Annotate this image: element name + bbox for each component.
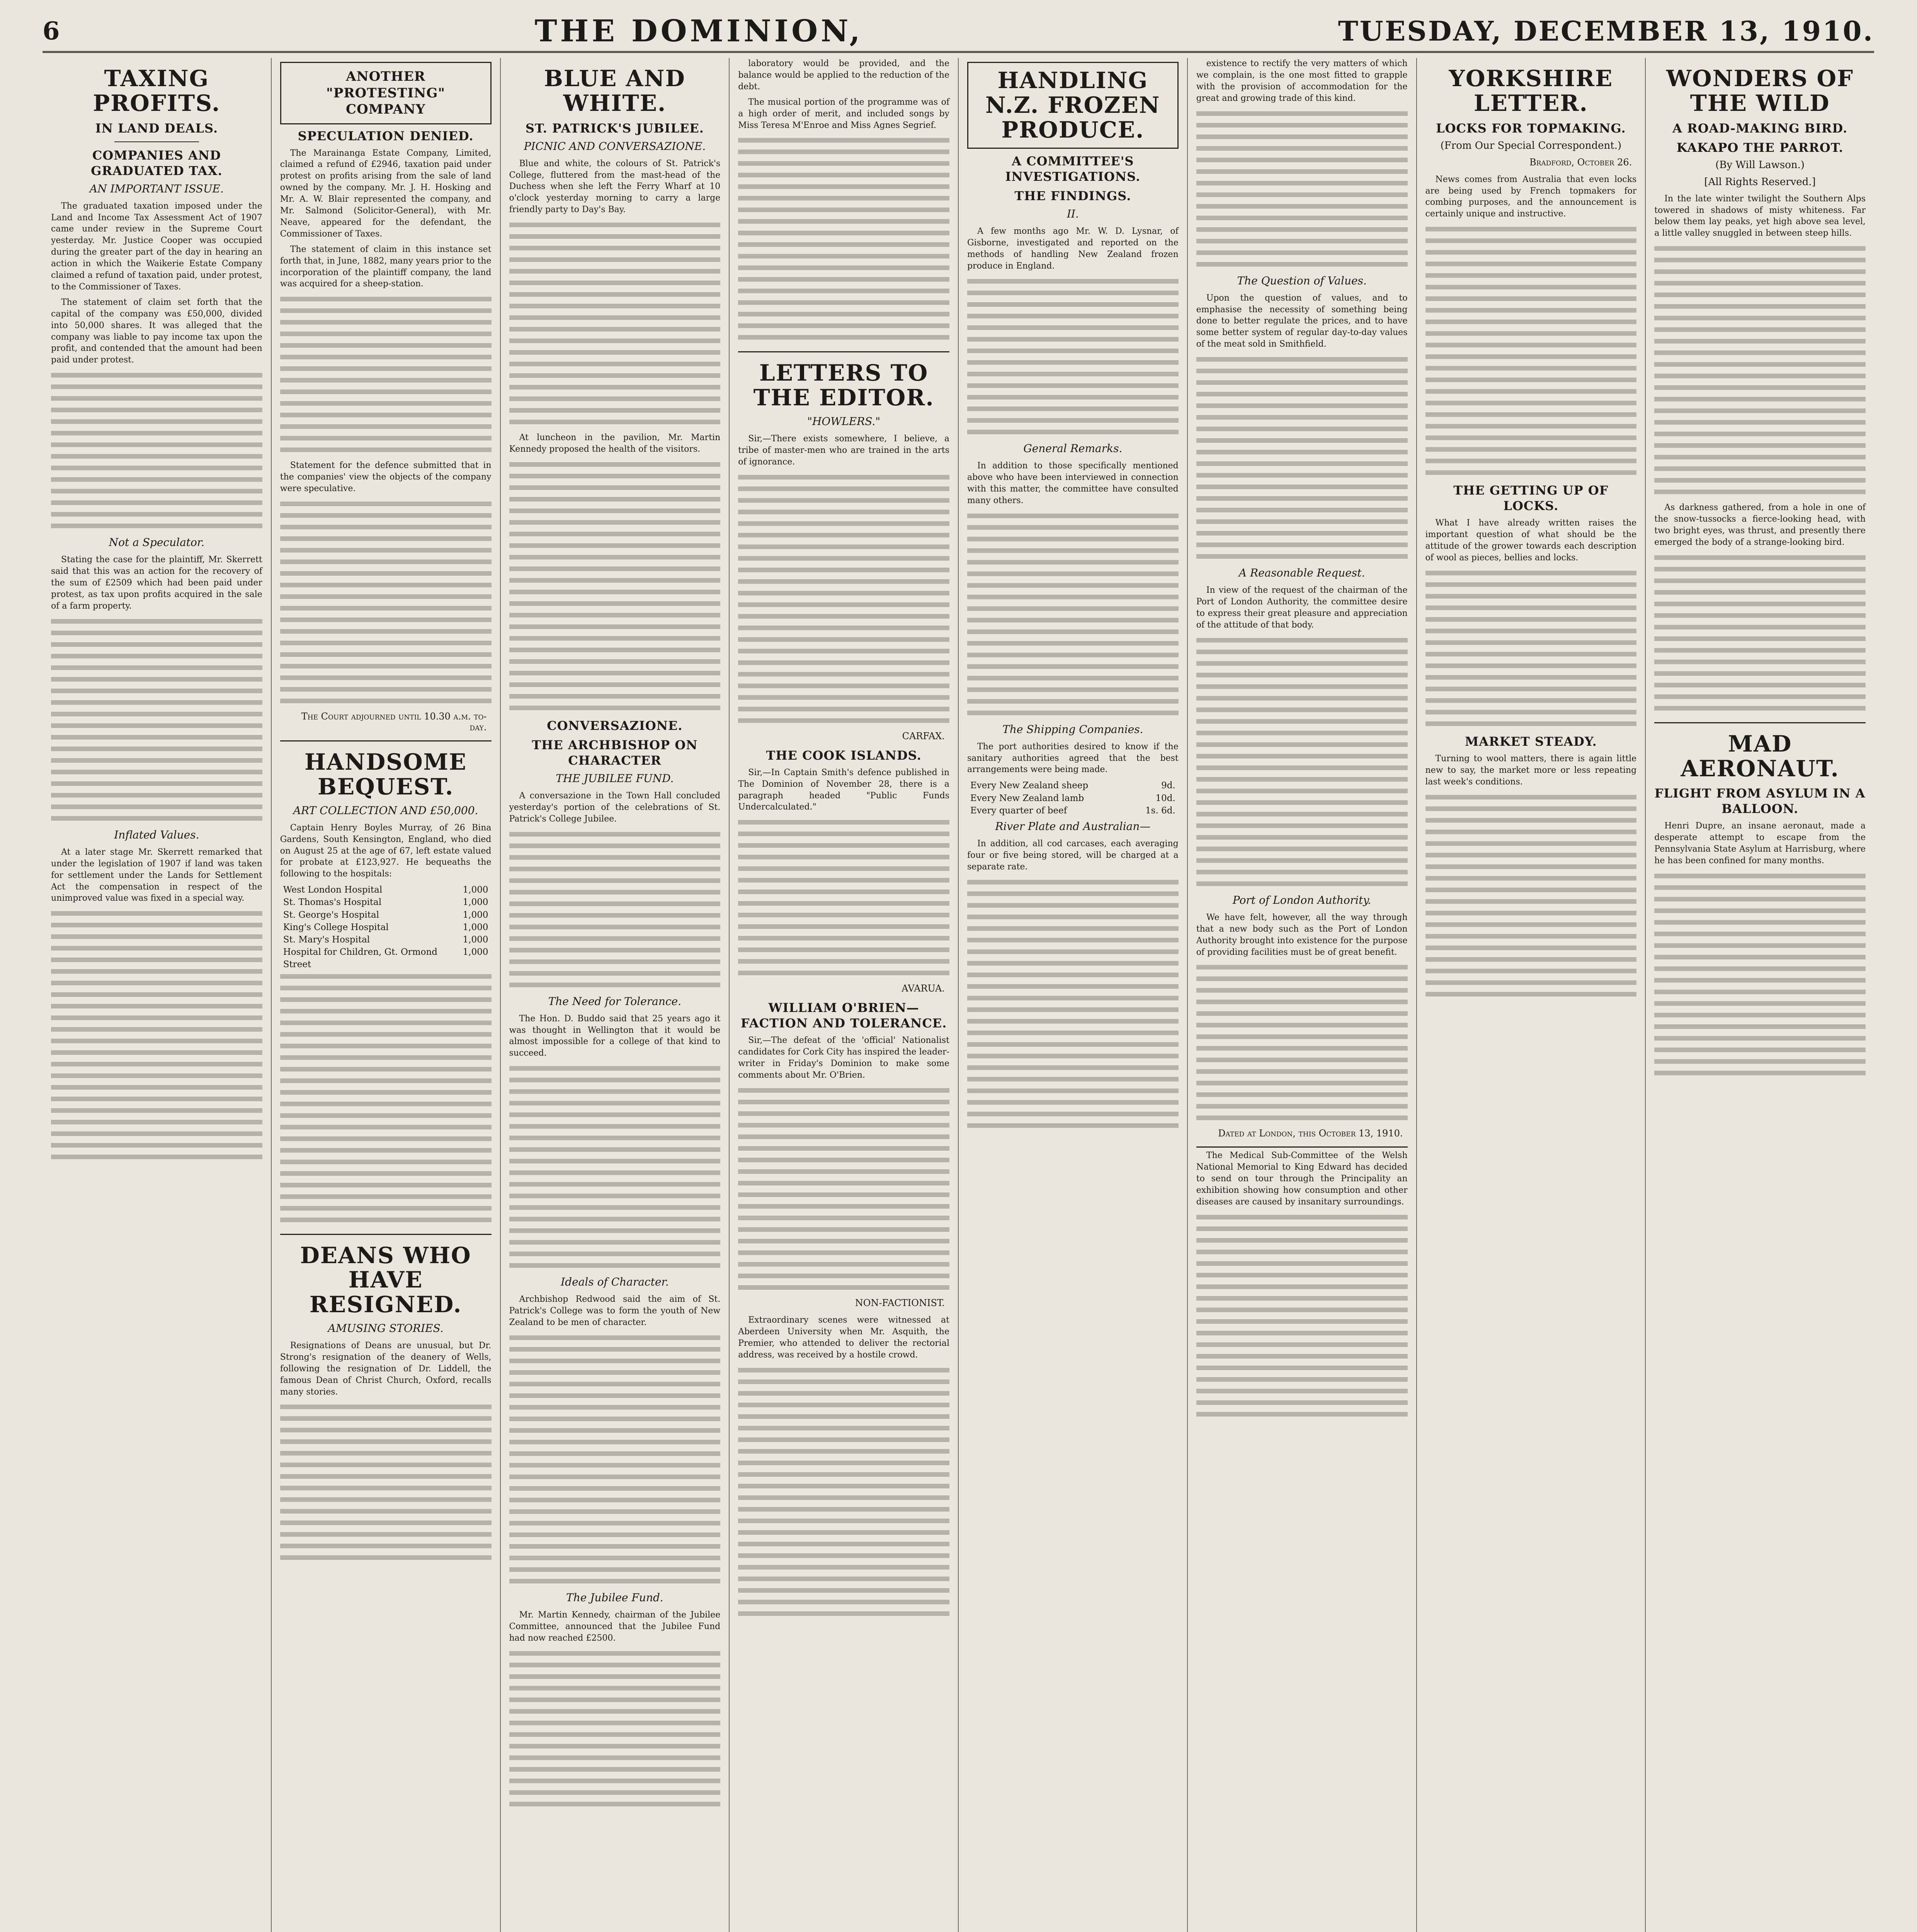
article-headline: BLUE AND WHITE. <box>544 65 685 116</box>
section-subhead: THE JUBILEE FUND. <box>556 772 674 785</box>
section-subhead: Ideals of Character. <box>561 1276 669 1289</box>
letter-signature: AVARUA. <box>902 983 945 994</box>
list-item: Every New Zealand lamb 10d. <box>970 793 1175 803</box>
text-block <box>738 1085 949 1294</box>
text-block <box>967 877 1179 1132</box>
paragraph: In view of the request of the chairman of the Port of London Authority, the committee desire to express their great pleasure and appreciation of the attitude of that body. <box>1196 585 1408 630</box>
paragraph: As darkness gathered, from a hole in one of the snow-tussocks a fierce-looking head, with two bright eyes, was thrust, and presently there emerged the body of a strange-looking bird. <box>1654 503 1866 547</box>
column-8 <box>1646 58 1874 1932</box>
article-headline: MAD AERONAUT. <box>1681 730 1839 782</box>
text-block <box>738 1365 949 1620</box>
text-block <box>1196 962 1408 1124</box>
list-item: St. Thomas's Hospital 1,000 <box>283 897 488 908</box>
page-number: 6 <box>43 16 60 46</box>
section-heading: THE GETTING UP OF LOCKS. <box>1453 483 1609 514</box>
text-block <box>509 1648 721 1810</box>
text-block <box>1425 568 1637 730</box>
paragraph: News comes from Australia that even locks are being used by French topmakers for combing purposes, and the announcement is certainly unique and instructive. <box>1425 174 1637 219</box>
text-block <box>1196 635 1408 890</box>
article-headline: ANOTHER "PROTESTING" COMPANY <box>280 62 492 124</box>
column-2 <box>272 58 501 1932</box>
paragraph: A few months ago Mr. W. D. Lysnar, of Gisborne, investigated and reported on the methods of handling New Zealand frozen produce in England. <box>967 226 1179 271</box>
paragraph: Archbishop Redwood said the aim of St. Patrick's College was to form the youth of New Zealand to be men of character. <box>509 1294 721 1328</box>
text-block <box>738 817 949 979</box>
article-headline: DEANS WHO HAVE RESIGNED. <box>300 1242 471 1318</box>
article-deck: KAKAPO THE PARROT. <box>1676 140 1844 155</box>
article-subdeck: ART COLLECTION AND £50,000. <box>293 804 478 817</box>
section-subhead: The Shipping Companies. <box>1002 723 1143 736</box>
article-deck: A COMMITTEE'S INVESTIGATIONS. <box>1005 154 1141 184</box>
section-subhead: The Question of Values. <box>1237 274 1367 287</box>
paragraph: Sir,—The defeat of the 'official' Nationalist candidates for Cork City has inspired the leader-writer in Friday's Dominion to make some comments about Mr. O'Brien. <box>738 1036 949 1080</box>
text-block <box>280 294 492 456</box>
text-block <box>738 135 949 344</box>
paragraph: In the late winter twilight the Southern Alps towered in shadows of misty whiteness. Far below them lay peaks, yet high above sea level, a little valley snuggled in between steep hills. <box>1654 194 1866 238</box>
paragraph: The Medical Sub-Committee of the Welsh National Memorial to King Edward has decided to send on tour through the Principality an exhibition showing how consumption and other diseases are caused by insanitary surroundings. <box>1196 1151 1408 1207</box>
article-deck: THE FINDINGS. <box>1014 189 1131 204</box>
article-subdeck: PICNIC AND CONVERSAZIONE. <box>524 139 706 153</box>
divider <box>1654 722 1866 723</box>
paragraph: Upon the question of values, and to emphasise the necessity of something being done to better regulate the prices, and to have some better system of regular day-to-day values of the meat sold in Smithfield. <box>1196 293 1408 349</box>
letter-title: WILLIAM O'BRIEN—FACTION AND TOLERANCE. <box>740 1000 947 1031</box>
divider <box>738 351 949 352</box>
column-1 <box>43 58 272 1932</box>
paragraph: Extraordinary scenes were witnessed at Aberdeen University when Mr. Asquith, the Premier, who attended to deliver the rectorial address, was received by a hostile crowd. <box>738 1315 949 1360</box>
column-7 <box>1417 58 1646 1932</box>
text-block <box>51 616 262 825</box>
paragraph: In addition, all cod carcases, each averaging four or five being stored, will be charged at a separate rate. <box>967 838 1179 872</box>
letter-title: "HOWLERS." <box>807 415 881 428</box>
section-subhead: Not a Speculator. <box>109 536 205 549</box>
section-subhead: River Plate and Australian— <box>995 820 1151 833</box>
text-block <box>738 472 949 727</box>
article-subdeck: AMUSING STORIES. <box>328 1321 444 1335</box>
article-headline: HANDSOME BEQUEST. <box>304 749 467 800</box>
divider <box>114 141 199 142</box>
text-block <box>1654 871 1866 1079</box>
text-block <box>1196 1212 1408 1420</box>
section-subhead: The Need for Tolerance. <box>548 995 682 1008</box>
paragraph: The Marainanga Estate Company, Limited, claimed a refund of £2946, taxation paid under protest on profits arising from the sale of land owned by the company. Mr. J. H. Hosking and Mr. A. W. Blair represented the company, and Mr. Salmond (Solicitor-General), with Mr. Neave, appeared for the defendant, the Commissioner of Taxes. <box>280 148 492 239</box>
dateline: Dated at London, this October 13, 1910. <box>1218 1128 1403 1139</box>
text-block <box>967 510 1179 719</box>
text-block <box>1654 243 1866 498</box>
text-block <box>280 971 492 1226</box>
text-block <box>51 908 262 1163</box>
paragraph: Statement for the defence submitted that in the companies' view the objects of the company were speculative. <box>280 461 492 494</box>
bequest-list <box>280 884 492 971</box>
section-subhead: Port of London Authority. <box>1232 893 1371 906</box>
dateline: Bradford, October 26. <box>1529 156 1632 168</box>
letter-signature: NON-FACTIONIST. <box>855 1298 945 1308</box>
letter-signature: CARFAX. <box>902 730 945 742</box>
article-deck: LOCKS FOR TOPMAKING. <box>1436 121 1626 136</box>
article-headline: WONDERS OF THE WILD <box>1666 65 1854 116</box>
paragraph: Sir,—In Captain Smith's defence published in The Dominion of November 28, there is a paragraph headed "Public Funds Undercalculated." <box>738 767 949 812</box>
masthead <box>43 11 1874 53</box>
article-subdeck: AN IMPORTANT ISSUE. <box>89 182 224 195</box>
section-subhead: A Reasonable Request. <box>1238 566 1365 580</box>
list-item: West London Hospital 1,000 <box>283 885 488 895</box>
list-item: Every New Zealand sheep 9d. <box>970 781 1175 791</box>
rates-list <box>967 779 1179 817</box>
article-deck: IN LAND DEALS. <box>95 121 218 136</box>
paragraph: The statement of claim in this instance set forth that, in June, 1882, many years prior to the incorporation of the plaintiff company, the land was acquired for a sheep-station. <box>280 244 492 289</box>
column-6 <box>1188 58 1417 1932</box>
text-block <box>509 1063 721 1272</box>
paragraph: Turning to wool matters, there is again little new to say, the market more or less repeating last week's conditions. <box>1425 753 1637 787</box>
issue-date: TUESDAY, DECEMBER 13, 1910. <box>1338 15 1874 47</box>
paragraph: The musical portion of the programme was of a high order of merit, and included songs by Miss Teresa M'Enroe and Miss Agnes Segrief. <box>738 97 949 130</box>
text-block <box>51 370 262 532</box>
text-block <box>280 1401 492 1564</box>
paragraph: The port authorities desired to know if the sanitary authorities agreed that the best arrangements were being made. <box>967 742 1179 775</box>
text-block <box>509 829 721 991</box>
list-item: Every quarter of beef 1s. 6d. <box>970 805 1175 816</box>
text-block <box>1425 792 1637 1000</box>
page-columns <box>43 58 1874 1932</box>
list-item: King's College Hospital 1,000 <box>283 922 488 932</box>
section-subhead: Inflated Values. <box>114 828 199 841</box>
paragraph: laboratory would be provided, and the balance would be applied to the reduction of the debt. <box>738 59 949 92</box>
text-block <box>1654 552 1866 714</box>
article-headline: YORKSHIRE LETTER. <box>1449 65 1613 116</box>
byline: (By Will Lawson.) <box>1715 159 1805 171</box>
paragraph: Henri Dupre, an insane aeronaut, made a desperate attempt to escape from the Pennsylvania State Asylum at Harrisburg, where he has been confined for many months. <box>1654 821 1866 866</box>
column-5 <box>959 58 1188 1932</box>
paragraph: The Hon. D. Buddo said that 25 years ago it was thought in Wellington that it would be almost impossible for a college of that kind to succeed. <box>509 1014 721 1058</box>
article-deck: COMPANIES AND GRADUATED TAX. <box>91 148 223 178</box>
article-headline: HANDLING N.Z. FROZEN PRODUCE. <box>967 62 1179 149</box>
paragraph: What I have already written raises the important question of what should be the attitude of the grower towards each description of wool as pieces, bellies and locks. <box>1425 518 1637 563</box>
article-deck: FLIGHT FROM ASYLUM IN A BALLOON. <box>1654 786 1866 816</box>
text-block <box>1196 354 1408 563</box>
list-item: Hospital for Children, Gt. Ormond Street 1,000 <box>283 947 488 970</box>
section-heading: THE ARCHBISHOP ON CHARACTER <box>532 737 698 768</box>
article-headline: LETTERS TO THE EDITOR. <box>753 360 934 411</box>
article-deck: A ROAD-MAKING BIRD. <box>1672 121 1848 136</box>
text-block <box>1425 224 1637 479</box>
section-subhead: General Remarks. <box>1023 442 1123 455</box>
section-heading: CONVERSAZIONE. <box>547 718 683 733</box>
text-block <box>509 219 721 428</box>
article-deck: ST. PATRICK'S JUBILEE. <box>525 121 704 136</box>
byline: (From Our Special Correspondent.) <box>1440 139 1622 151</box>
closing-note: The Court adjourned until 10.30 a.m. to-day. <box>301 711 487 733</box>
letter-title: THE COOK ISLANDS. <box>766 748 922 763</box>
section-number: II. <box>1067 207 1079 221</box>
text-block <box>509 1332 721 1587</box>
column-3 <box>501 58 730 1932</box>
paragraph: Mr. Martin Kennedy, chairman of the Jubilee Committee, announced that the Jubilee Fund had now reached £2500. <box>509 1610 721 1643</box>
rights-notice: [All Rights Reserved.] <box>1704 176 1816 188</box>
text-block <box>280 498 492 707</box>
section-heading: MARKET STEADY. <box>1465 734 1597 749</box>
list-item: St. Mary's Hospital 1,000 <box>283 934 488 945</box>
article-deck: SPECULATION DENIED. <box>298 128 474 143</box>
paragraph: A conversazione in the Town Hall concluded yesterday's portion of the celebrations of St. Patrick's College Jubilee. <box>509 791 721 824</box>
section-subhead: The Jubilee Fund. <box>566 1591 663 1604</box>
paragraph: Stating the case for the plaintiff, Mr. Skerrett said that this was an action for the recovery of the sum of £2509 which had been paid under protest, as tax upon profits acquired in the sale of a farm property. <box>51 555 262 611</box>
divider <box>280 740 492 742</box>
paragraph: At a later stage Mr. Skerrett remarked that under the legislation of 1907 if land was taken for settlement under the Lands for Settlement Act the compensation in respect of the unimproved value was fixed in a special way. <box>51 847 262 903</box>
paragraph: Resignations of Deans are unusual, but Dr. Strong's resignation of the deanery of Wells, following the resignation of Dr. Liddell, the famous Dean of Christ Church, Oxford, recalls many stories. <box>280 1340 492 1397</box>
list-item: St. George's Hospital 1,000 <box>283 910 488 920</box>
paragraph: Blue and white, the colours of St. Patrick's College, fluttered from the mast-head of the Duchess when she left the Ferry Wharf at 10 o'clock yesterday morning to carry a large friendly party to Day's Bay. <box>509 158 721 215</box>
paragraph: We have felt, however, all the way through that a new body such as the Port of London Authority brought into existence for the purpose of providing facilities must be of great benefit. <box>1196 912 1408 957</box>
article-headline: TAXING PROFITS. <box>93 65 221 116</box>
column-4 <box>730 58 959 1932</box>
paragraph: The statement of claim set forth that the capital of the company was £50,000, divided into 50,000 shares. It was alleged that the company was liable to pay income tax upon the profit, and contended that the amount had been paid under protest. <box>51 297 262 365</box>
text-block <box>1196 108 1408 270</box>
paragraph: existence to rectify the very matters of which we complain, is the one most fitted to grapple with the provision of accommodation for the great and growing trade of this kind. <box>1196 59 1408 103</box>
paragraph: The graduated taxation imposed under the Land and Income Tax Assessment Act of 1907 came under review in the Supreme Court yesterday. Mr. Justice Cooper was occupied during the greater part of the day in hearing an action in which the Waikerie Estate Company claimed a refund of taxation paid, under protest, to the Commissioner of Taxes. <box>51 201 262 292</box>
divider <box>1196 1146 1408 1148</box>
newspaper-title: THE DOMINION, <box>534 13 863 49</box>
text-block <box>967 276 1179 438</box>
divider <box>280 1234 492 1235</box>
paragraph: In addition to those specifically mentioned above who have been interviewed in connection with this matter, the committee have consulted many others. <box>967 461 1179 505</box>
text-block <box>509 459 721 714</box>
paragraph: At luncheon in the pavilion, Mr. Martin Kennedy proposed the health of the visitors. <box>509 433 721 454</box>
paragraph: Captain Henry Boyles Murray, of 26 Bina Gardens, South Kensington, England, who died on August 25 at the age of 67, left estate valued for probate at £123,927. He bequeaths the following to the hospitals: <box>280 823 492 879</box>
paragraph: Sir,—There exists somewhere, I believe, a tribe of master-men who are trained in the arts of ignorance. <box>738 434 949 467</box>
